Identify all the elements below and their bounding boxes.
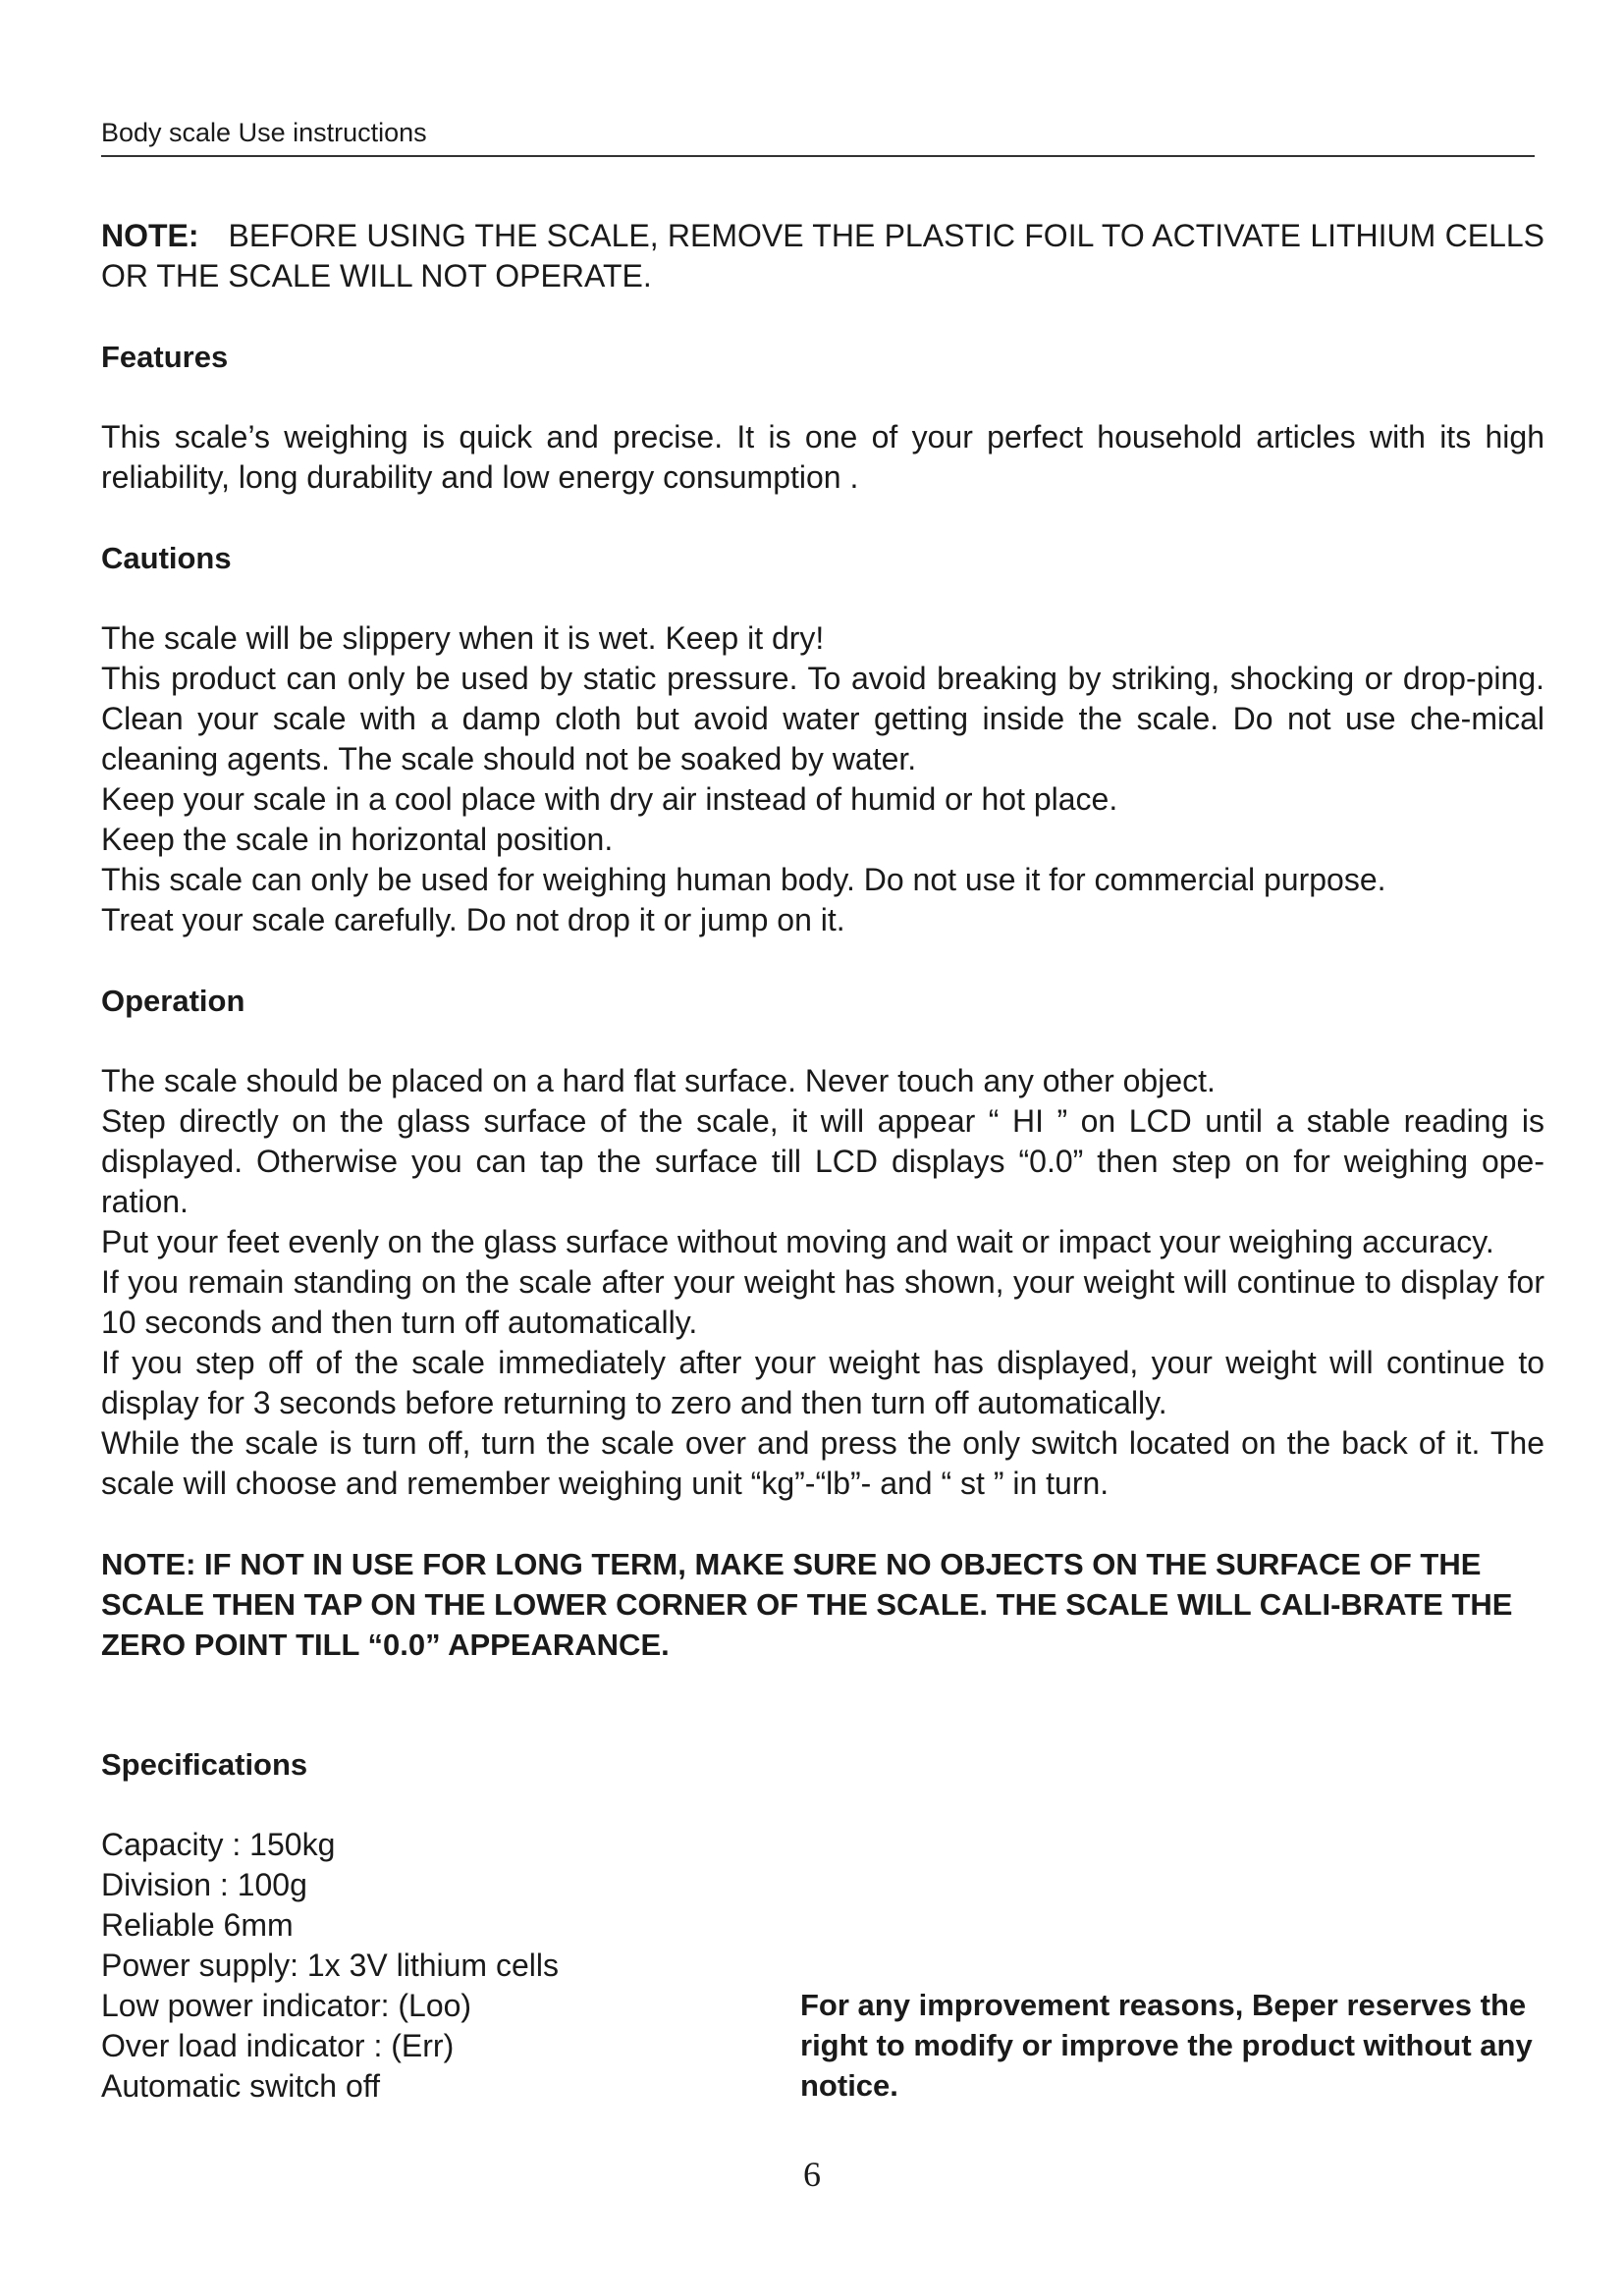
page-number: 6: [803, 2155, 821, 2194]
spec-item: Over load indicator : (Err): [101, 2028, 455, 2063]
note-activate-cells: [101, 216, 1544, 296]
features-paragraph: This scale’s weighing is quick and precise. It is one of your perfect household articles with its high reliability, long durability and low energy consumption .: [101, 419, 1544, 495]
improvement-notice: For any improvement reasons, Beper reserves the right to modify or improve the product without any notice.: [800, 1988, 1533, 2103]
features-section: [101, 417, 1544, 498]
note-label: NOTE:: [101, 218, 199, 253]
features-heading: Features: [101, 340, 229, 374]
specifications-heading: Specifications: [101, 1747, 308, 1782]
specifications-list: [101, 1825, 788, 2107]
operation-heading: Operation: [101, 984, 245, 1018]
operation-section: [101, 1061, 1544, 1504]
cautions-section: [101, 618, 1544, 940]
cautions-line: The scale will be slippery when it is wet. Keep it dry!: [101, 620, 825, 656]
cautions-heading: Cautions: [101, 541, 232, 575]
operation-line: While the scale is turn off, turn the scale over and press the only switch located on the back of it. The scale will choose and remember weighing unit “kg”-“lb”- and “ st ” in turn.: [101, 1425, 1544, 1501]
operation-line: Put your feet evenly on the glass surface without moving and wait or impact your weighing accuracy.: [101, 1224, 1494, 1259]
operation-line: If you step off of the scale immediately after your weight has displayed, your weight will continue to display for 3 seconds before returning to zero and then turn off automatically.: [101, 1345, 1544, 1420]
header-rule: [101, 155, 1535, 157]
note-text: BEFORE USING THE SCALE, REMOVE THE PLASTIC FOIL TO ACTIVATE LITHIUM CELLS OR THE SCALE WILL NOT OPERATE.: [101, 218, 1544, 294]
spec-item: Division : 100g: [101, 1867, 307, 1902]
operation-line: If you remain standing on the scale after your weight has shown, your weight will continue to display for 10 seconds and then turn off automatically.: [101, 1264, 1544, 1340]
cautions-line: Keep the scale in horizontal position.: [101, 822, 614, 857]
spec-item: Low power indicator: (Loo): [101, 1988, 472, 2023]
main-content: [101, 216, 1544, 1665]
cautions-line: This scale can only be used for weighing human body. Do not use it for commercial purpose.: [101, 862, 1386, 897]
note-calibration: NOTE: IF NOT IN USE FOR LONG TERM, MAKE SURE NO OBJECTS ON THE SURFACE OF THE SCALE THEN TAP ON THE LOWER CORNER OF THE SCALE. THE SCALE WILL CALI-BRATE THE ZERO POINT TILL “0.0” APPEARANCE.: [101, 1547, 1513, 1662]
spec-item: Capacity : 150kg: [101, 1827, 336, 1862]
spec-item: Power supply: 1x 3V lithium cells: [101, 1948, 559, 1983]
cautions-line: This product can only be used by static pressure. To avoid breaking by striking, shocking or drop-ping. Clean your scale with a damp cloth but avoid water getting inside the scale. Do not use che-mical cleaning agents. The scale should not be soaked by water.: [101, 661, 1544, 776]
operation-line: The scale should be placed on a hard flat surface. Never touch any other object.: [101, 1063, 1216, 1098]
cautions-line: Keep your scale in a cool place with dry air instead of humid or hot place.: [101, 781, 1118, 817]
cautions-line: Treat your scale carefully. Do not drop it or jump on it.: [101, 902, 845, 937]
running-header: Body scale Use instructions: [101, 118, 427, 147]
operation-line: Step directly on the glass surface of the scale, it will appear “ HI ” on LCD until a stable reading is displayed. Otherwise you can tap the surface till LCD displays “0.0” then step on for weighing ope-ration.: [101, 1103, 1544, 1219]
spec-item: Automatic switch off: [101, 2068, 380, 2104]
spec-item: Reliable 6mm: [101, 1907, 294, 1943]
